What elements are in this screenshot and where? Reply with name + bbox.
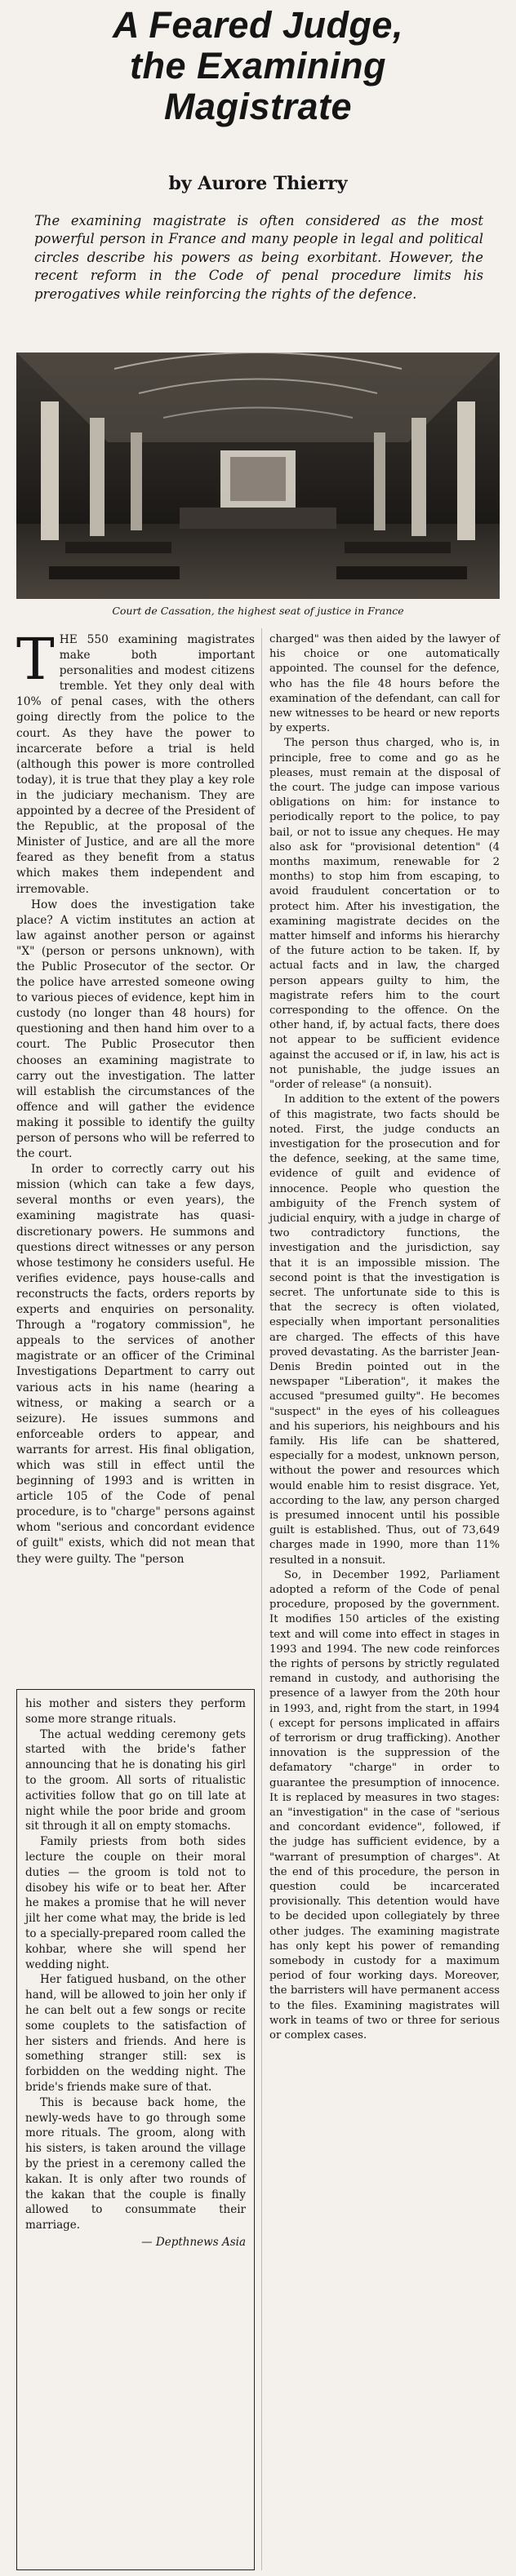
headline-line-2: the Examining: [129, 45, 387, 86]
right-paragraph-2: The person thus charged, who is, in principle, free to come and go as he pleases, must remain at the disposal of the court. The judge can impose various obligations on him: for instance to periodically report to the police, to pay bail, or not to issue any cheques. He may also ask for "provisional detention" (4 months maximum, renewable for 2 months) to stop him from escaping, to avoid fraudulent concertation or to protect him. After his investigation, the examining magistrate decides on the matter himself and informs his hierarchy of the future action to be taken. If, by actual facts and in law, the charged person appears guilty to him, the magistrate refers him to the court corresponding to the offence. On the other hand, if, by actual facts, there does not appear to be sufficient evidence against the accused or if, in law, his act is not punishable, the judge issues an "order of release" (a nonsuit).: [269, 737, 500, 1092]
court-photo: [16, 352, 500, 599]
boxed-paragraph-4: Her fatigued husband, on the other hand, will be allowed to join her only if he can belt out a few songs or recite some couplets to the satisfaction of her sisters and friends. And here is something stranger still: sex is forbidden on the wedding night. The bride's friends make sure of that.: [25, 1973, 246, 2094]
standfirst: The examining magistrate is often considered as the most powerful person in France and many people in legal and political circles describe his powers as being exorbitant. However, the recent reform in the Code of penal procedure limits his prerogatives while reinforcing the rights of the defence.: [34, 213, 483, 302]
boxed-paragraph-1: his mother and sisters they perform some more strange rituals.: [25, 1697, 246, 1726]
right-paragraph-1: charged" was then aided by the lawyer of his choice or one automatically appointed. The counsel for the defence, who has the file 48 hours before the examination of the defendant, can call for new witnesses to be heard or new reports by experts.: [269, 633, 500, 735]
left-paragraph-2: How does the investigation take place? A victim institutes an action at law against another person or against "X" (person or persons unknown), with the Public Prosecutor of the sector. Or the police have arrested someone owing to various pieces of evidence, kept him in custody (no longer than 48 hours) for questioning and then hand him over to a court. The Public Prosecutor then chooses an examining magistrate to carry out the investigation. The latter will establish the circumstances of the offence and will gather the evidence making it possible to identify the guilty person of persons who will be referred to the court.: [16, 898, 255, 1161]
boxed-paragraph-2: The actual wedding ceremony gets started with the bride's father announcing that he is donating his girl to the groom. All sorts of ritualistic activities follow that go on till late at night while the poor bride and groom sit through it all on empty stomachs.: [25, 1727, 246, 1833]
article-headline: [16, 5, 500, 127]
right-paragraph-4: So, in December 1992, Parliament adopted a reform of the Code of penal procedure, proposed by the government. It modifies 150 articles of the existing text and will come into effect in stages in 1993 and 1994. The new code reinforces the rights of persons by strictly regulated remand in custody, and authorising the presence of a lawyer from the 20th hour in 1993, and, right from the start, in 1994 ( except for persons implicated in affairs of terrorism or drug trafficking). Another innovation is the suppression of the defamatory "charge" in order to guarantee the presumption of innocence. It is replaced by measures in two stages: an "investigation" in the case of "serious and concordant evidence", followed, if the judge has sufficient evidence, by a "warrant of presumption of charges". At the end of this procedure, the person in question could be incarcerated provisionally. This detention would have to be decided upon collegiately by three other judges. The examining magistrate has only kept his power of remanding somebody in custody for a maximum period of four working days. Moreover, the barristers will have permanent access to the files. Examining magistrates will work in teams of two or three for serious or complex cases.: [269, 1568, 500, 2042]
byline: by Aurore Thierry: [168, 173, 348, 194]
boxed-story-text: [25, 1696, 246, 2250]
headline-line-3: Magistrate: [163, 86, 353, 127]
left-paragraph-3: In order to correctly carry out his mission (which can take a few days, several months or even years), the examining magistrate has quasi-discretionary powers. He summons and questions direct witnesses or any person whose testimony he considers useful. He verifies evidence, pays house-calls and reconstructs the facts, orders reports by experts and enquiries on personality. Through a "rogatory commission", he appeals to the services of another magistrate or an officer of the Criminal Investigations Department to carry out various acts in his name (hearing a witness, or making a search or a seizure). He issues summons and enforceable orders to appear, and warrants for arrest. His final obligation, which was still in effect until the beginning of 1993 and is written in article 105 of the Code of penal procedure, is to "charge" persons against whom "serious and concordant evidence of guilt" exists, which did not mean that they were guilty. The "person: [16, 1163, 255, 1566]
column-divider: [261, 628, 262, 2570]
right-paragraph-3: In addition to the extent of the powers of this magistrate, two facts should be noted. First, the judge conducts an investigation for the prosecution and for the defence, seeking, at the same time, evidence of guilt and evidence of innocence. People who question the ambiguity of the French system of judicial enquiry, with a judge in charge of two contradictory functions, the investigation and the jurisdiction, say that it is an impossible mission. The second point is that the investigation is secret. The unfortunate side to this is that the secrecy is often violated, especially when important personalities are charged. The effects of this have proved devastating. As the barrister Jean-Denis Bredin pointed out in the newspaper "Liberation", it makes the accused "presumed guilty". He becomes "suspect" in the eyes of his colleagues and his superiors, his neighbours and his family. His life can be shattered, especially for a modest, unknown person, without the power and resources which would enable him to resist disgrace. Yet, according to the law, any person charged is presumed innocent until his possible guilt is established. Thus, out of 73,649 charges made in 1990, more than 11% resulted in a nonsuit.: [269, 1093, 500, 1567]
left-paragraph-1: THE 550 examining magistrates make both important personalities and modest citizens tremble. Yet they only deal with 10% of penal cases, with the others going directly from the police to the court. As they have the power to incarcerate before a trial is held (although this power is more controlled today), it is true that they play a key role in the judiciary mechanism. They are appointed by a decree of the President of the Republic, at the proposal of the Minister of Justice, and are all the more feared as they benefit from a status which makes them independent and irremovable.: [16, 626, 255, 896]
boxed-signoff: — Depthnews Asia: [141, 2235, 246, 2249]
headline-line-1: A Feared Judge,: [113, 4, 403, 46]
boxed-paragraph-5: This is because back home, the newly-weds have to go through some more rituals. The groom, along with his sisters, is taken around the village by the priest in a ceremony called the kakan. It is only after two rounds of the kakan that the couple is finally allowed to consummate their marriage.: [25, 2095, 246, 2232]
drop-cap: T: [16, 626, 55, 693]
photo-caption: Court de Cassation, the highest seat of justice in France: [112, 605, 404, 617]
left-column: [16, 626, 255, 1685]
boxed-paragraph-3: Family priests from both sides lecture the couple on their moral duties — the groom is told not to disobey his wife or to beat her. After he makes a promise that he will never jilt her come what may, the bride is led to a specially-prepared room called the kohbar, where she will spend her wedding night.: [25, 1835, 246, 1971]
right-column: [269, 632, 500, 2043]
boxed-story: [16, 1689, 255, 2570]
court-interior-illustration: [16, 352, 500, 599]
